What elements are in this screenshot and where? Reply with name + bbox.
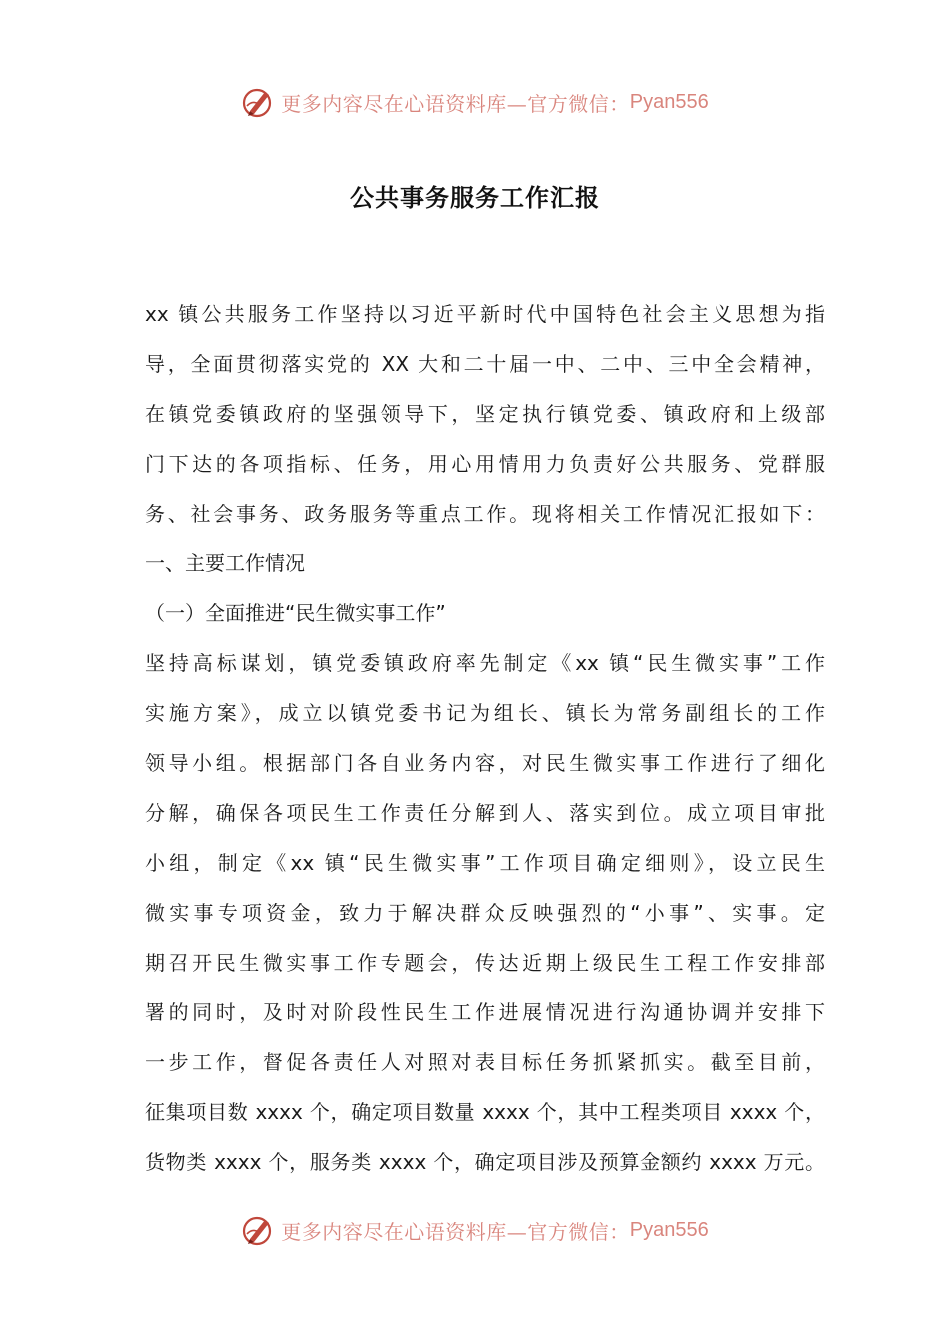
watermark-wechat-id: Pyan556 [629,1218,709,1241]
body-line: 一步工作，督促各责任人对照对表目标任务抓紧抓实。截至目前， [145,1050,825,1075]
body-line: 务、社会事务、政务服务等重点工作。现将相关工作情况汇报如下： [145,501,825,526]
watermark-wechat-id: Pyan556 [629,90,709,113]
body-line: 坚持高标谋划，镇党委镇政府率先制定《xx 镇“民生微实事”工作 [145,651,825,676]
body-line: 门下达的各项指标、任务，用心用情用力负责好公共服务、党群服 [145,451,825,476]
body-line: 署的同时，及时对阶段性民生工作进展情况进行沟通协调并安排下 [145,1000,825,1025]
body-line: xx 镇公共服务工作坚持以习近平新时代中国特色社会主义思想为指 [145,302,825,326]
body-line: 导，全面贯彻落实党的 XX 大和二十届一中、二中、三中全会精神， [145,351,825,376]
watermark-text: 更多内容尽在心语资料库—官方微信： [281,91,630,116]
document-title: 公共事务服务工作汇报 [350,184,600,212]
body-line: 小组，制定《xx 镇“民生微实事”工作项目确定细则》，设立民生 [145,850,825,875]
document-body [145,290,825,1188]
watermark-footer [0,1208,950,1252]
pen-logo-icon [241,1212,277,1248]
body-line: 领导小组。根据部门各自业务内容，对民生微实事工作进行了细化 [145,751,825,776]
body-line: 实施方案》，成立以镇党委书记为组长、镇长为常务副组长的工作 [145,701,825,726]
watermark-text: 更多内容尽在心语资料库—官方微信： [281,1219,630,1244]
body-line: 征集项目数 xxxx 个，确定项目数量 xxxx 个，其中工程类项目 xxxx 个， [145,1100,825,1125]
section-heading: 一、主要工作情况 [145,551,305,576]
subsection-heading: （一）全面推进“民生微实事工作” [145,601,446,626]
body-line: 期召开民生微实事工作专题会，传达近期上级民生工程工作安排部 [145,950,825,975]
body-line: 微实事专项资金，致力于解决群众反映强烈的“小事”、实事。定 [145,900,825,925]
body-line: 货物类 xxxx 个，服务类 xxxx 个，确定项目涉及预算金额约 xxxx 万元。 [145,1150,825,1175]
watermark-header [0,80,950,124]
body-line: 在镇党委镇政府的坚强领导下，坚定执行镇党委、镇政府和上级部 [145,401,825,426]
pen-logo-icon [241,84,277,120]
body-line: 分解，确保各项民生工作责任分解到人、落实到位。成立项目审批 [145,800,825,825]
